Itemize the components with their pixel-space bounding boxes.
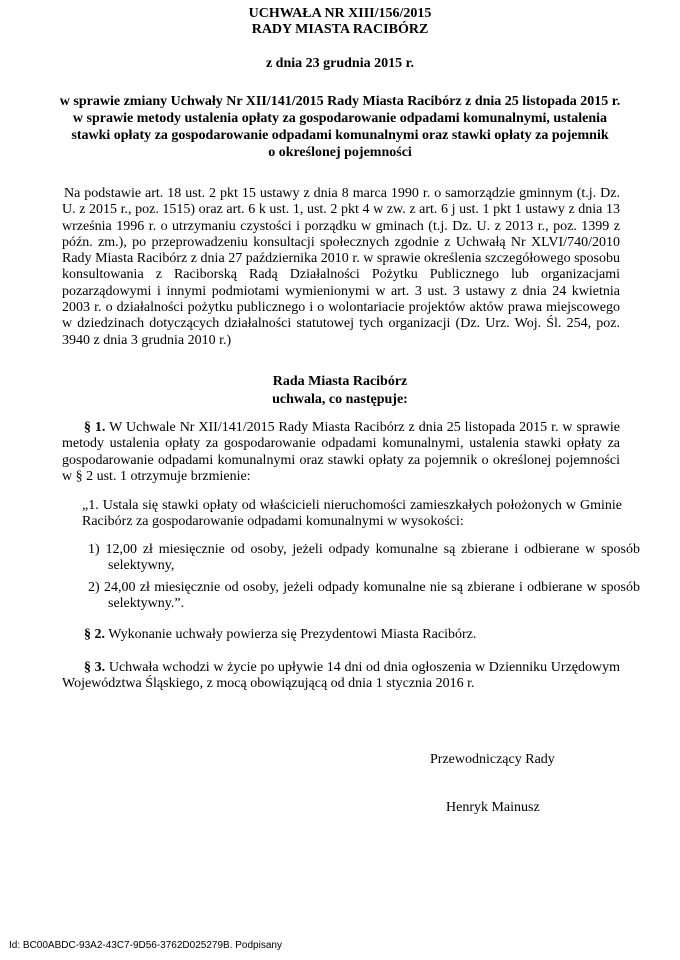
- section-3-marker: § 3.: [84, 660, 106, 675]
- document-footer-id: Id: BC00ABDC-93A2-43C7-9D56-3762D025279B. Podpisany: [9, 940, 282, 951]
- document-date: z dnia 23 grudnia 2015 r.: [265, 56, 415, 71]
- subject-line-1: w sprawie zmiany Uchwały Nr XII/141/2015 Rady Miasta Racibórz z dnia 25 listopada 2015 r.: [59, 94, 621, 109]
- section-1-quote-intro: „1. Ustala się stawki opłaty od właścicieli nieruchomości zamieszkałych położonych w Gminie Racibórz za gospodarowanie odpadami komunalnymi w wysokości:: [82, 498, 622, 530]
- title-line-2: RADY MIASTA RACIBÓRZ: [251, 22, 429, 37]
- subject-line-2: w sprawie metody ustalenia opłaty za gospodarowanie odpadami komunalnymi, ustalenia: [72, 111, 608, 126]
- section-1-paragraph: [62, 420, 620, 485]
- title-line-1: UCHWAŁA NR XIII/156/2015: [248, 6, 432, 21]
- section-1-text: W Uchwale Nr XII/141/2015 Rady Miasta Racibórz z dnia 25 listopada 2015 r. w sprawie metody ustalenia opłaty za gospodarowanie odpadami komunalnymi, ustalenia stawki opłaty za gospodarowanie odpadami komunalnymi oraz stawki opłaty za pojemnik o określonej pojemności w § 2 ust. 1 otrzymuje brzmienie:: [62, 420, 620, 484]
- section-1-item-1: 1) 12,00 zł miesięcznie od osoby, jeżeli odpady komunalne są zbierane i odbierane w sposób selektywny,: [88, 542, 640, 574]
- resolution-heading: [0, 373, 680, 409]
- preamble-paragraph: Na podstawie art. 18 ust. 2 pkt 15 ustawy z dnia 8 marca 1990 r. o samorządzie gminnym (t.j. Dz. U. z 2015 r., poz. 1515) oraz art. 6 k ust. 1, ust. 2 pkt 4 w zw. z art. 6 j ust. 1 pkt 1 ustawy z dnia 13 września 1996 r. o utrzymaniu czystości i porządku w gminach (t.j. Dz. U. z 2013 r., poz. 1399 z późn. zm.), po przeprowadzeniu konsultacji społecznych zgodnie z Uchwałą Nr XLVI/740/2010 Rady Miasta Racibórz z dnia 27 października 2010 r. w sprawie określenia szczegółowego sposobu konsultowania z Raciborską Radą Działalności Pożytku Publicznego lub organizacjami pozarządowymi i innymi podmiotami wymienionymi w art. 3 ust. 3 ustawy z dnia 24 kwietnia 2003 r. o działalności pożytku publicznego i o wolontariacie projektów aktów prawa miejscowego w dziedzinach dotyczących działalności statutowej tych organizacji (Dz. Urz. Woj. Śl. 254, poz. 3940 z dnia 3 grudnia 2010 r.): [62, 186, 620, 348]
- signature-role: Przewodniczący Rady: [430, 752, 555, 767]
- section-3-text: Uchwała wchodzi w życie po upływie 14 dni od dnia ogłoszenia w Dzienniku Urzędowym Województwa Śląskiego, z mocą obowiązującą od dnia 1 stycznia 2016 r.: [62, 660, 620, 692]
- signature-name: Henryk Mainusz: [446, 800, 540, 815]
- document-subject: [30, 93, 650, 161]
- resolution-heading-line-2: uchwala, co następuje:: [272, 392, 408, 407]
- section-1-item-2: 2) 24,00 zł miesięcznie od osoby, jeżeli odpady komunalne nie są zbierane i odbierane w sposób selektywny.”.: [88, 580, 640, 612]
- section-1-marker: § 1.: [84, 420, 106, 435]
- subject-line-4: o określonej pojemności: [268, 145, 412, 160]
- section-3-paragraph: [62, 660, 620, 693]
- subject-line-3: stawki opłaty za gospodarowanie odpadami komunalnymi oraz stawki opłaty za pojemnik: [71, 128, 609, 143]
- section-2-text: Wykonanie uchwały powierza się Prezydentowi Miasta Racibórz.: [105, 627, 477, 642]
- document-title: [0, 6, 680, 38]
- section-2-marker: § 2.: [84, 627, 105, 642]
- resolution-heading-line-1: Rada Miasta Racibórz: [272, 374, 408, 389]
- section-2-paragraph: [62, 627, 620, 643]
